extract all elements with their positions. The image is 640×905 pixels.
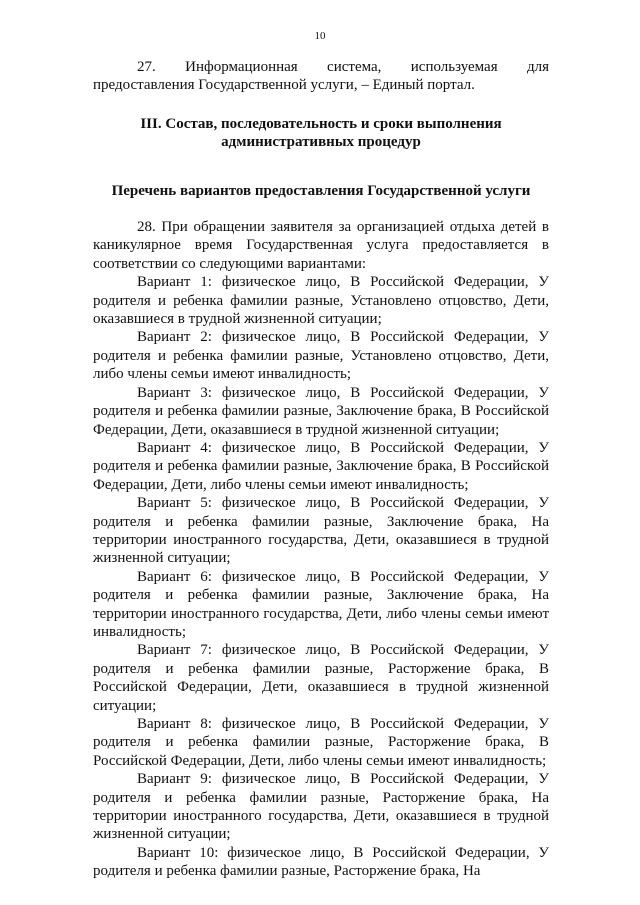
- subsection-title: Перечень вариантов предоставления Государственной услуги: [111, 182, 531, 199]
- variant-item: Вариант 3: физическое лицо, В Российской Федерации, У родителя и ребенка фамилии разные, Заключение брака, В Российской Федерации, Дети, оказавшиеся в трудной жизненной ситуации;: [93, 384, 549, 438]
- document-body: [93, 58, 549, 881]
- variant-item: Вариант 1: физическое лицо, В Российской Федерации, У родителя и ребенка фамилии разные, Установлено отцовство, Дети, оказавшиеся в трудной жизненной ситуации;: [93, 274, 549, 328]
- variant-item: Вариант 7: физическое лицо, В Российской Федерации, У родителя и ребенка фамилии разные, Расторжение брака, В Российской Федерации, Дети, оказавшиеся в трудной жизненной ситуации;: [93, 642, 549, 714]
- paragraph-28: 28. При обращении заявителя за организацией отдыха детей в каникулярное время Государственная услуга предоставляется в соответствии со следующими вариантами:: [93, 219, 549, 272]
- variant-item: Вариант 2: физическое лицо, В Российской Федерации, У родителя и ребенка фамилии разные, Установлено отцовство, Дети, либо члены семьи имеют инвалидность;: [93, 329, 549, 383]
- variant-item: Вариант 10: физическое лицо, В Российской Федерации, У родителя и ребенка фамилии разные, Расторжение брака, На: [93, 844, 549, 880]
- variants-list: [93, 273, 549, 880]
- paragraph-27: 27. Информационная система, используемая для предоставления Государственной услуги, – Единый портал.: [93, 59, 549, 94]
- variant-item: Вариант 4: физическое лицо, В Российской Федерации, У родителя и ребенка фамилии разные, Заключение брака, В Российской Федерации, Дети, либо члены семьи имеют инвалидность;: [93, 439, 549, 493]
- variant-item: Вариант 9: физическое лицо, В Российской Федерации, У родителя и ребенка фамилии разные, Расторжение брака, На территории иностранного государства, Дети, оказавшиеся в трудной жизненной ситуации;: [93, 771, 549, 843]
- section-title: III. Состав, последовательность и сроки выполнения административных процедур: [140, 115, 502, 151]
- variant-item: Вариант 8: физическое лицо, В Российской Федерации, У родителя и ребенка фамилии разные, Расторжение брака, В Российской Федерации, Дети, либо члены семьи имеют инвалидность;: [93, 716, 549, 769]
- page-number: 10: [314, 30, 326, 42]
- variant-item: Вариант 6: физическое лицо, В Российской Федерации, У родителя и ребенка фамилии разные, Заключение брака, На территории иностранного государства, Дети, либо члены семьи имеют инвалидность;: [93, 568, 549, 640]
- variant-item: Вариант 5: физическое лицо, В Российской Федерации, У родителя и ребенка фамилии разные, Заключение брака, На территории иностранного государства, Дети, оказавшиеся в трудной жизненной ситуации;: [93, 495, 549, 567]
